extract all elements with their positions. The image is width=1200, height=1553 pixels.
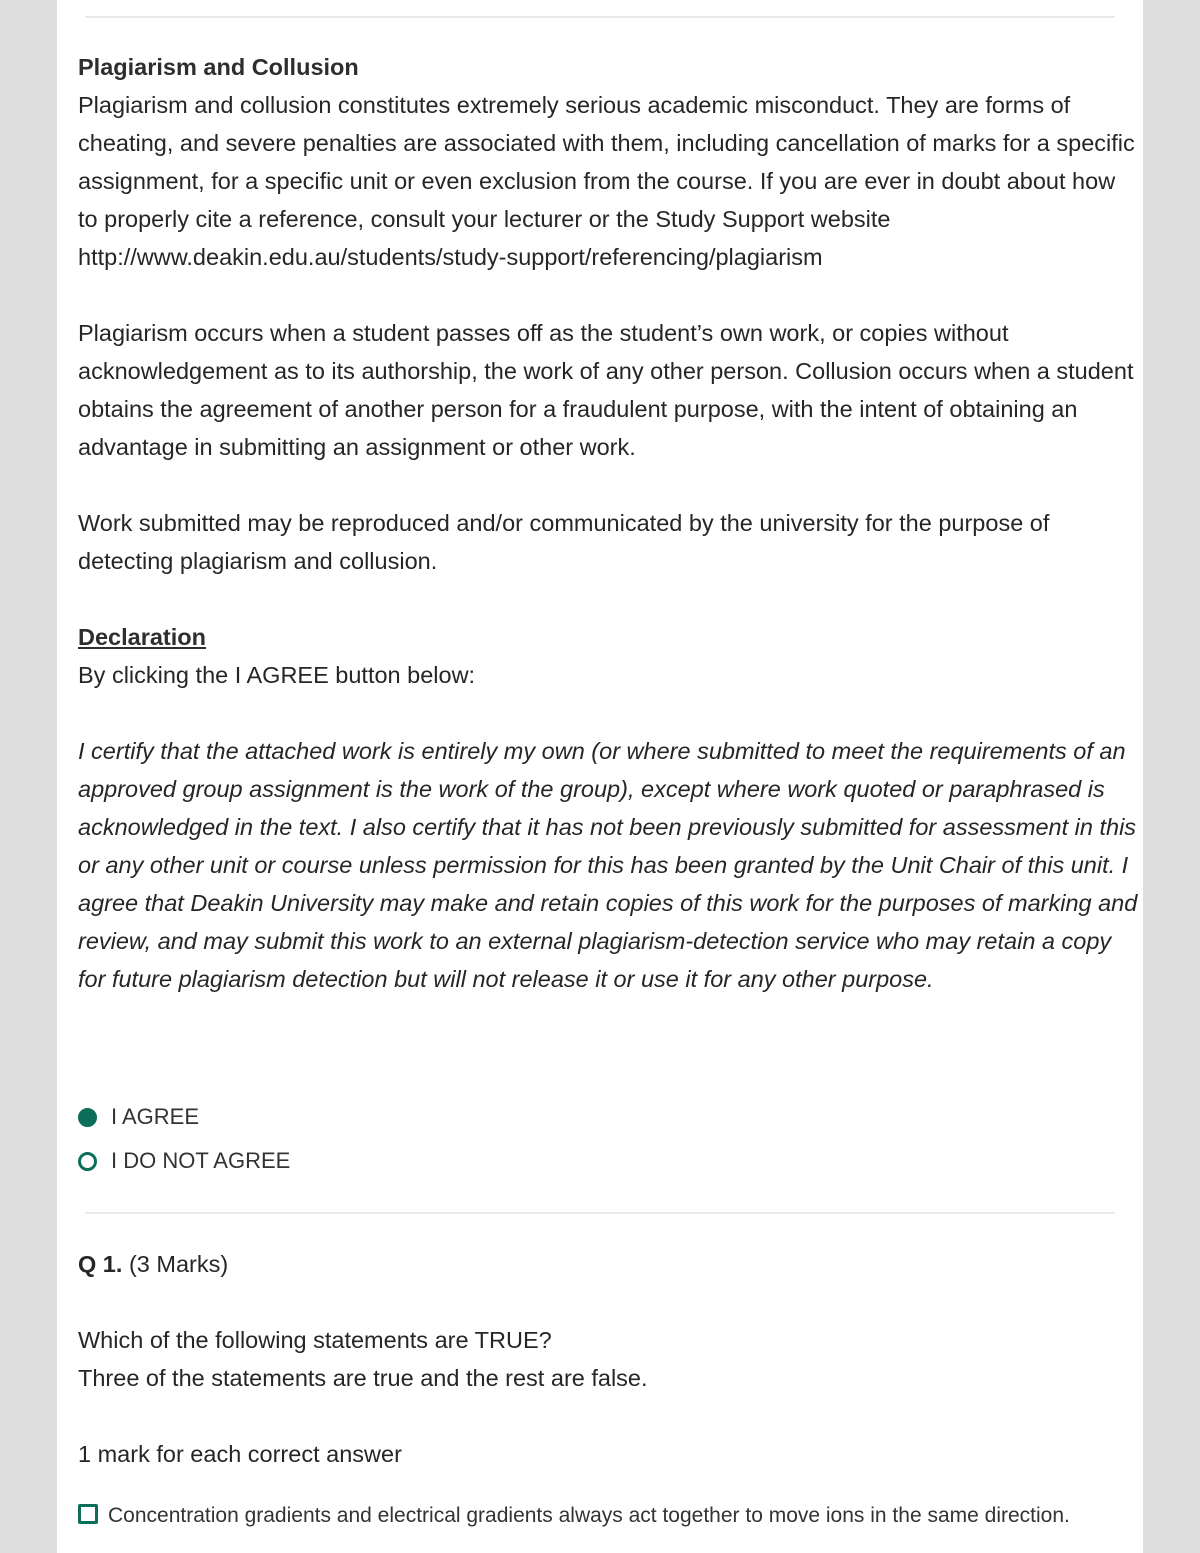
- checkbox-icon[interactable]: [78, 1504, 98, 1524]
- question-hint: Three of the statements are true and the rest are false.: [78, 1365, 648, 1391]
- question-scoring: 1 mark for each correct answer: [78, 1441, 402, 1467]
- plagiarism-paragraph-2: Plagiarism occurs when a student passes off as the student’s own work, or copies without acknowledgement as to its authorship, the work of any other person. Collusion occurs when a student obtains the agreement of another person for a fraudulent purpose, with the intent of obtaining an advantage in submitting an assignment or other work.: [78, 320, 1134, 460]
- question-header: [78, 1245, 1138, 1283]
- question-prompt: Which of the following statements are TRUE?: [78, 1327, 552, 1353]
- agree-label: I AGREE: [111, 1104, 200, 1129]
- question-number: Q 1.: [78, 1251, 123, 1277]
- declaration-statement: I certify that the attached work is entirely my own (or where submitted to meet the requirements of an approved group assignment is the work of the group), except where work quoted or paraphrased is acknowledged in the text. I also certify that it has not been previously submitted for assessment in this or any other unit or course unless permission for this has been granted by the Unit Chair of this unit. I agree that Deakin University may make and retain copies of this work for the purposes of marking and review, and may submit this work to an external plagiarism-detection service who may retain a copy for future plagiarism detection but will not release it or use it for any other purpose.: [78, 738, 1138, 992]
- question-divider: [85, 1212, 1115, 1214]
- question-1: [78, 1245, 1138, 1473]
- declaration-intro: By clicking the I AGREE button below:: [78, 662, 476, 688]
- disagree-label: I DO NOT AGREE: [111, 1148, 291, 1173]
- declaration-title: Declaration: [78, 624, 206, 650]
- quiz-card: [57, 0, 1143, 1553]
- radio-unselected-icon[interactable]: [78, 1152, 97, 1171]
- plagiarism-section: [78, 48, 1138, 998]
- plagiarism-title: Plagiarism and Collusion: [78, 54, 359, 80]
- question-marks: (3 Marks): [128, 1251, 229, 1277]
- choice-1-label: Concentration gradients and electrical gradients always act together to move ions in the same direction.: [108, 1504, 1070, 1527]
- disagree-radio-option[interactable]: [78, 1148, 290, 1174]
- plagiarism-paragraph-1: Plagiarism and collusion constitutes extremely serious academic misconduct. They are forms of cheating, and severe penalties are associated with them, including cancellation of marks for a specific assignment, for a specific unit or even exclusion from the course. If you are ever in doubt about how to properly cite a reference, consult your lecturer or the Study Support website http://www.deakin.edu.au/students/study-support/referencing/plagiarism: [78, 92, 1135, 270]
- top-divider: [85, 16, 1115, 18]
- choice-1[interactable]: [78, 1503, 1078, 1529]
- plagiarism-paragraph-3: Work submitted may be reproduced and/or communicated by the university for the purpose of detecting plagiarism and collusion.: [78, 510, 1050, 574]
- radio-selected-icon[interactable]: [78, 1108, 97, 1127]
- agree-radio-option[interactable]: [78, 1104, 199, 1130]
